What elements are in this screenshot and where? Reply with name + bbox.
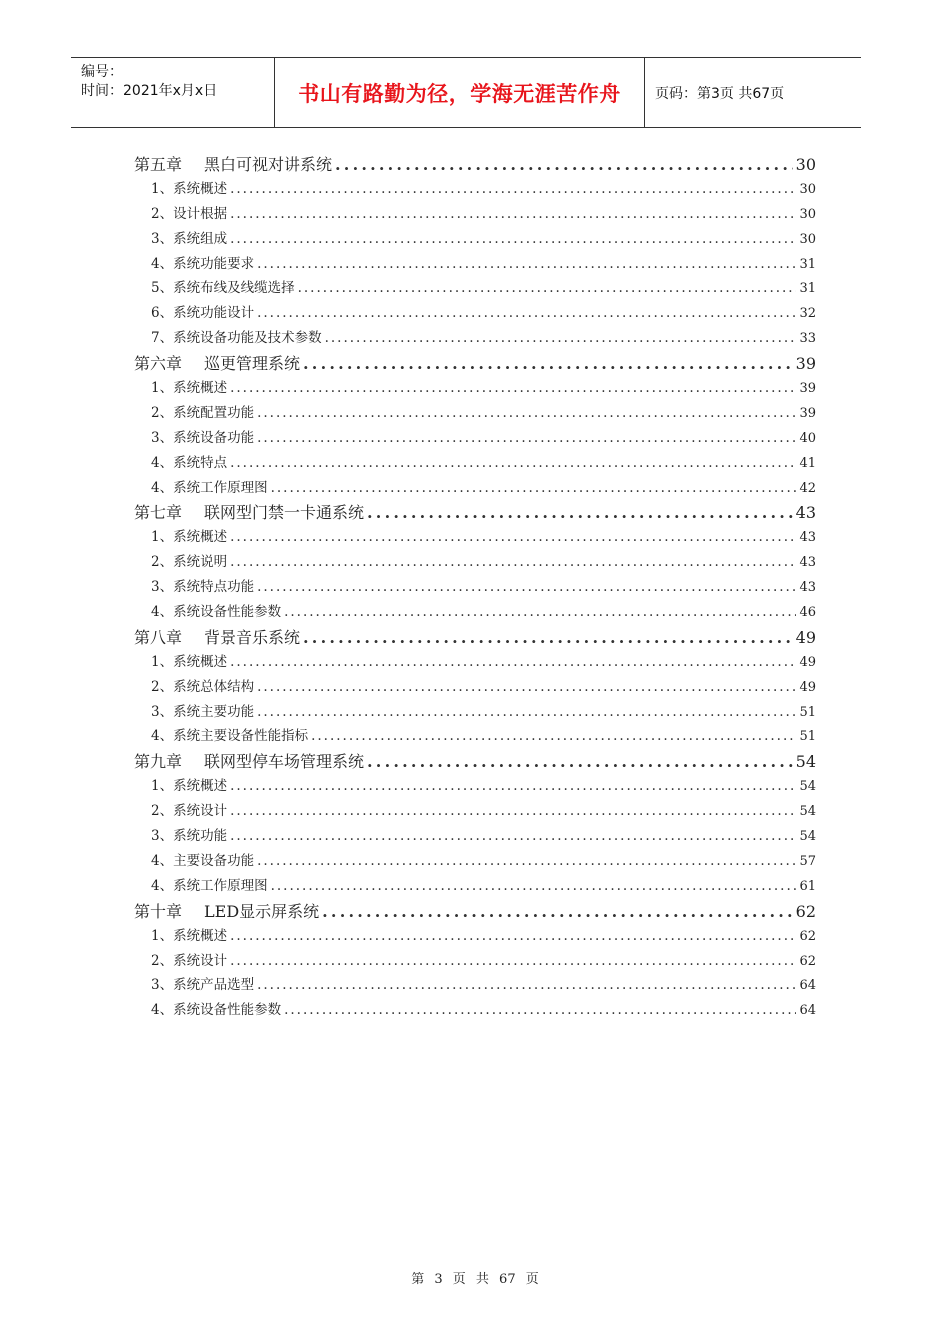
section-title: 3、系统设备功能 [151, 429, 255, 446]
page-number: 33 [799, 331, 816, 347]
dot-leader [257, 256, 796, 272]
section-title: 1、系统概述 [151, 380, 228, 397]
toc-section-entry[interactable] [134, 874, 816, 899]
toc-section-entry[interactable] [134, 650, 816, 675]
dot-leader [284, 604, 796, 620]
dot-leader [284, 1002, 796, 1018]
dot-leader [257, 853, 796, 869]
chapter-title: 巡更管理系统 [204, 354, 301, 374]
dot-leader [230, 928, 796, 944]
section-title: 2、设计根据 [151, 205, 228, 222]
page-number: 43 [795, 503, 816, 523]
toc-section-entry[interactable] [134, 550, 816, 575]
page-number: 31 [799, 256, 816, 272]
chapter-title: LED显示屏系统 [204, 901, 320, 921]
page-number: 64 [799, 1003, 816, 1019]
toc-chapter-entry[interactable] [134, 625, 816, 650]
page-number: 30 [799, 181, 816, 197]
dot-leader [257, 579, 796, 595]
section-title: 1、系统概述 [151, 778, 228, 795]
dot-leader [322, 902, 792, 921]
section-title: 3、系统功能 [151, 828, 228, 845]
section-title: 1、系统概述 [151, 653, 228, 670]
dot-leader [257, 430, 796, 446]
chapter-number: 第六章 [134, 354, 183, 374]
section-title: 4、系统功能要求 [151, 255, 255, 272]
page-number: 61 [799, 878, 816, 894]
dot-leader [230, 654, 796, 670]
dot-leader [230, 803, 796, 819]
section-title: 2、系统说明 [151, 554, 228, 571]
section-title: 5、系统布线及线缆选择 [151, 280, 295, 297]
section-title: 2、系统配置功能 [151, 404, 255, 421]
page-number: 39 [795, 354, 816, 374]
section-title: 3、系统特点功能 [151, 579, 255, 596]
toc-section-entry[interactable] [134, 476, 816, 501]
toc-chapter-entry[interactable] [134, 500, 816, 525]
page-number: 57 [799, 853, 816, 869]
chapter-number: 第八章 [134, 627, 183, 647]
toc-chapter-entry[interactable] [134, 899, 816, 924]
toc-section-entry[interactable] [134, 949, 816, 974]
dot-leader [230, 953, 796, 969]
page-number: 43 [799, 580, 816, 596]
header-motto: 书山有路勤为径，学海无涯苦作舟 [275, 58, 645, 127]
toc-chapter-entry[interactable] [134, 749, 816, 774]
page-number: 41 [799, 455, 816, 471]
dot-leader [335, 155, 793, 174]
header-meta [71, 58, 275, 127]
dot-leader [257, 405, 796, 421]
dot-leader [311, 728, 796, 744]
chapter-number: 第九章 [134, 752, 183, 772]
page-number: 54 [799, 779, 816, 795]
section-title: 1、系统概述 [151, 529, 228, 546]
page-number: 62 [799, 928, 816, 944]
section-title: 4、系统设备性能参数 [151, 604, 282, 621]
page-number: 51 [799, 729, 816, 745]
page-number: 30 [795, 155, 816, 174]
toc-section-entry[interactable] [134, 849, 816, 874]
dot-leader [230, 206, 796, 222]
toc-section-entry[interactable] [134, 724, 816, 749]
toc-chapter-entry[interactable] [134, 152, 816, 177]
page-number: 49 [799, 654, 816, 670]
toc-section-entry[interactable] [134, 924, 816, 949]
page-number: 43 [799, 555, 816, 571]
page-number: 62 [795, 901, 816, 921]
dot-leader [230, 380, 796, 396]
toc-section-entry[interactable] [134, 824, 816, 849]
table-of-contents [134, 152, 816, 1023]
toc-section-entry[interactable] [134, 202, 816, 227]
toc-section-entry[interactable] [134, 600, 816, 625]
dot-leader [303, 628, 793, 647]
section-title: 4、系统工作原理图 [151, 877, 268, 894]
toc-section-entry[interactable] [134, 326, 816, 351]
dot-leader [230, 554, 796, 570]
dot-leader [367, 503, 793, 522]
page-number: 46 [799, 605, 816, 621]
page-number: 39 [799, 381, 816, 397]
dot-leader [257, 977, 796, 993]
page-number: 30 [799, 231, 816, 247]
toc-section-entry[interactable] [134, 376, 816, 401]
toc-section-entry[interactable] [134, 451, 816, 476]
section-title: 4、系统设备性能参数 [151, 1002, 282, 1019]
page-number: 54 [799, 829, 816, 845]
chapter-title: 联网型门禁一卡通系统 [204, 503, 365, 523]
toc-section-entry[interactable] [134, 426, 816, 451]
section-title: 6、系统功能设计 [151, 305, 255, 322]
dot-leader [257, 679, 796, 695]
date-label: 时间：2021年x月x日 [81, 83, 218, 99]
page-number: 43 [799, 530, 816, 546]
dot-leader [230, 778, 796, 794]
header-page-info: 页码：第3页 共67页 [655, 85, 785, 102]
toc-section-entry[interactable] [134, 301, 816, 326]
toc-section-entry[interactable] [134, 700, 816, 725]
chapter-number: 第十章 [134, 901, 183, 921]
toc-section-entry[interactable] [134, 401, 816, 426]
dot-leader [230, 529, 796, 545]
page-number: 30 [799, 206, 816, 222]
page-number: 64 [799, 978, 816, 994]
section-title: 2、系统设计 [151, 952, 228, 969]
page-footer: 第 3 页 共 67 页 [411, 1272, 539, 1287]
toc-section-entry[interactable] [134, 252, 816, 277]
chapter-title: 黑白可视对讲系统 [204, 155, 333, 174]
section-title: 3、系统组成 [151, 230, 228, 247]
dot-leader [257, 305, 796, 321]
page-number: 54 [799, 804, 816, 820]
section-title: 2、系统设计 [151, 803, 228, 820]
dot-leader [230, 828, 796, 844]
page-number: 51 [799, 704, 816, 720]
page-number: 40 [799, 430, 816, 446]
section-title: 2、系统总体结构 [151, 678, 255, 695]
chapter-number: 第七章 [134, 503, 183, 523]
page-number: 42 [799, 480, 816, 496]
toc-section-entry[interactable] [134, 998, 816, 1023]
toc-chapter-entry[interactable] [134, 351, 816, 376]
toc-section-entry[interactable] [134, 774, 816, 799]
toc-section-entry[interactable] [134, 973, 816, 998]
dot-leader [298, 280, 797, 296]
toc-section-entry[interactable] [134, 675, 816, 700]
section-title: 3、系统主要功能 [151, 703, 255, 720]
page-number: 49 [795, 627, 816, 647]
section-title: 4、系统工作原理图 [151, 479, 268, 496]
section-title: 1、系统概述 [151, 927, 228, 944]
document-header [71, 57, 861, 128]
page-number: 39 [799, 405, 816, 421]
chapter-title: 背景音乐系统 [204, 627, 301, 647]
toc-section-entry[interactable] [134, 575, 816, 600]
page-number: 32 [799, 306, 816, 322]
serial-number-label: 编号： [81, 64, 123, 80]
page-number: 31 [799, 281, 816, 297]
page-number: 54 [795, 752, 816, 772]
dot-leader [230, 181, 796, 197]
toc-section-entry[interactable] [134, 525, 816, 550]
toc-section-entry[interactable] [134, 227, 816, 252]
dot-leader [257, 704, 796, 720]
section-title: 4、主要设备功能 [151, 852, 255, 869]
page-number: 62 [799, 953, 816, 969]
toc-section-entry[interactable] [134, 177, 816, 202]
section-title: 1、系统概述 [151, 180, 228, 197]
section-title: 3、系统产品选型 [151, 977, 255, 994]
dot-leader [367, 752, 793, 771]
dot-leader [271, 878, 797, 894]
dot-leader [271, 480, 797, 496]
section-title: 7、系统设备功能及技术参数 [151, 330, 322, 347]
section-title: 4、系统主要设备性能指标 [151, 728, 309, 745]
dot-leader [230, 455, 796, 471]
chapter-title: 联网型停车场管理系统 [204, 752, 365, 772]
chapter-number: 第五章 [134, 155, 183, 174]
dot-leader [325, 330, 797, 346]
section-title: 4、系统特点 [151, 454, 228, 471]
dot-leader [230, 231, 796, 247]
page-number: 49 [799, 679, 816, 695]
toc-section-entry[interactable] [134, 276, 816, 301]
toc-section-entry[interactable] [134, 799, 816, 824]
dot-leader [303, 354, 793, 373]
